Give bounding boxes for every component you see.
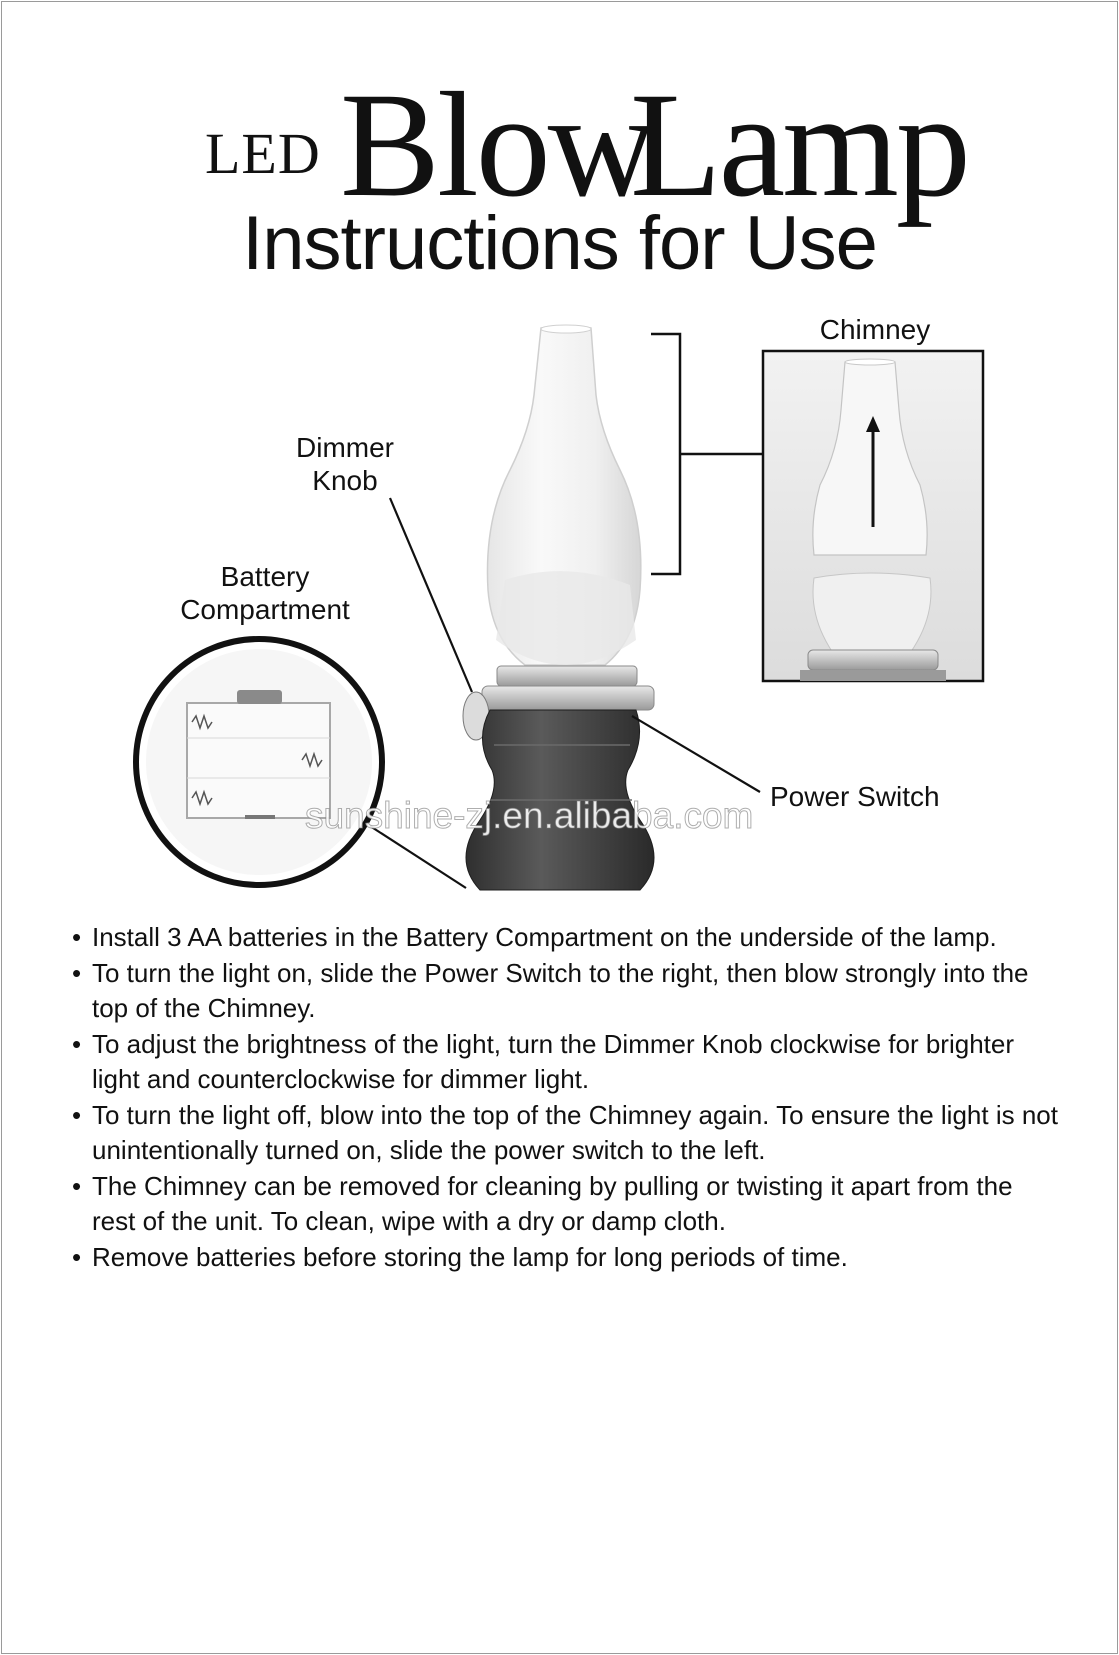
list-item (72, 920, 1062, 955)
bullet-icon: • (72, 1171, 82, 1201)
power-switch-label: Power Switch (770, 781, 940, 812)
dimmer-knob-leader-line (390, 498, 472, 692)
instruction-text: Install 3 AA batteries in the Battery Compartment on the underside of the lamp. (92, 922, 997, 952)
lamp-chimney (487, 325, 640, 665)
page-subtitle: Instructions for Use (242, 201, 877, 286)
instruction-text: To turn the light on, slide the Power Switch to the right, then blow strongly into the top of the Chimney. (92, 958, 1029, 1023)
list-item (72, 1240, 1062, 1275)
bullet-icon: • (72, 1029, 82, 1059)
dimmer-knob-label: Dimmer Knob (296, 432, 394, 496)
bullet-icon: • (72, 922, 82, 952)
lamp-collar (482, 666, 654, 710)
instruction-text: Remove batteries before storing the lamp for long periods of time. (92, 1242, 848, 1272)
watermark: sunshine-zj.en.alibaba.com (305, 795, 754, 836)
battery-compartment-view (136, 639, 382, 885)
battery-compartment-label: Battery Compartment (180, 561, 350, 625)
list-item (72, 1169, 1062, 1239)
chimney-bracket (651, 334, 680, 574)
instruction-text: The Chimney can be removed for cleaning by pulling or twisting it apart from the rest of the unit. To clean, wipe with a dry or damp cloth. (92, 1171, 1013, 1236)
bullet-icon: • (72, 958, 82, 988)
title-blow: Blow (340, 62, 654, 228)
list-item (72, 1027, 1062, 1097)
list-item (72, 956, 1062, 1026)
instruction-text: To turn the light off, blow into the top of the Chimney again. To ensure the light is not unintentionally turned on, slide the power switch to the left. (92, 1100, 1058, 1165)
instruction-text: To adjust the brightness of the light, turn the Dimmer Knob clockwise for brighter light and counterclockwise for dimmer light. (92, 1029, 1014, 1094)
list-item (72, 1098, 1062, 1168)
chimney-inset (763, 351, 983, 681)
title-led: LED (205, 121, 321, 186)
bullet-icon: • (72, 1100, 82, 1130)
instructions-list (72, 920, 1062, 1276)
chimney-label: Chimney (819, 314, 931, 345)
power-switch-leader-line (632, 716, 760, 792)
bullet-icon: • (72, 1242, 82, 1272)
title-lamp: Lamp (630, 62, 968, 228)
